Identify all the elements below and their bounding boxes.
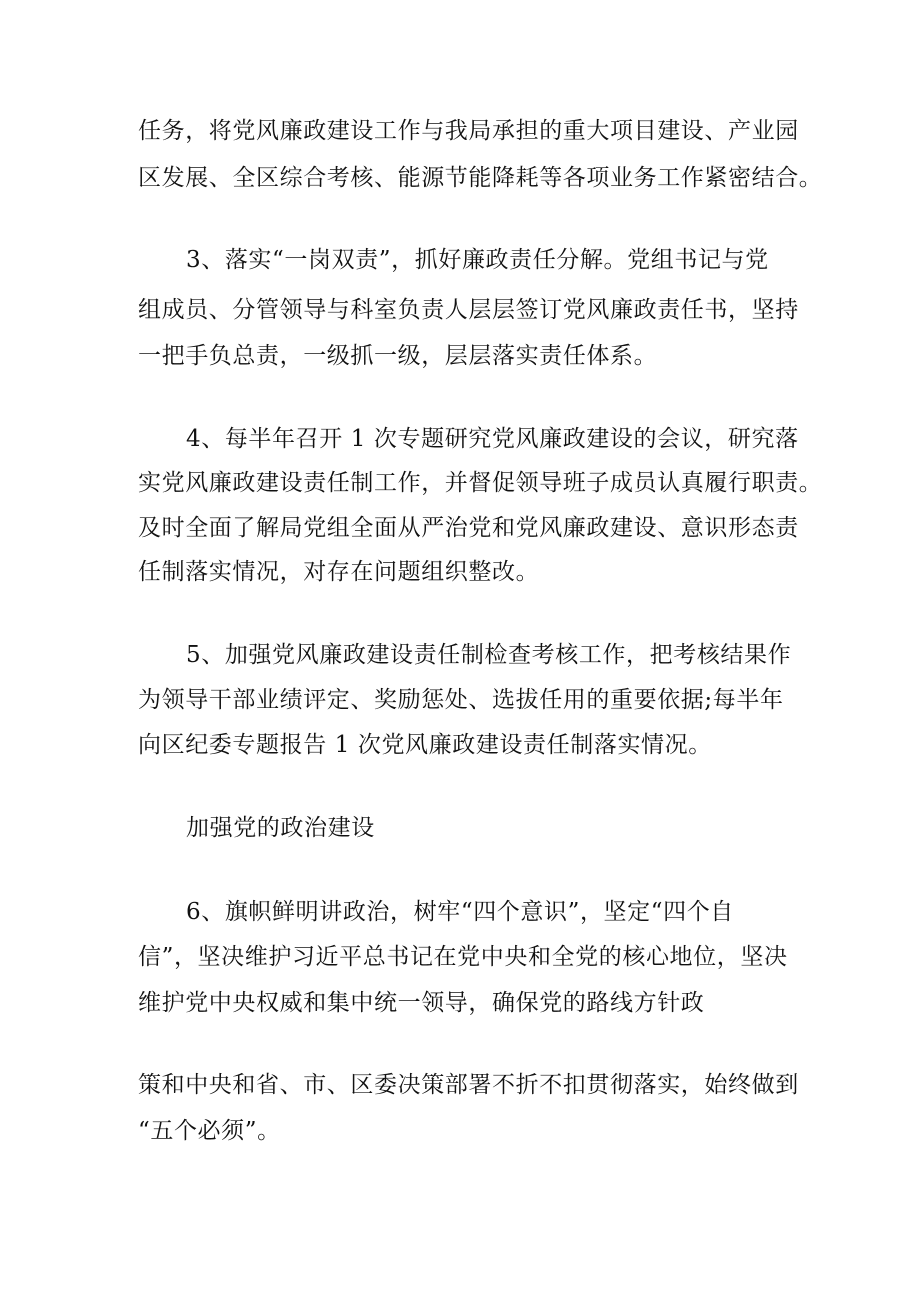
paragraph-6-line-2: 信”，坚决维护习近平总书记在党中央和全党的核心地位，坚决 [138, 944, 788, 970]
section-heading: 加强党的政治建设 [186, 815, 375, 841]
paragraph-7-line-2: “五个必须”。 [138, 1118, 281, 1144]
paragraph-5-line-2: 为领导干部业绩评定、奖励惩处、选拔任用的重要依据;每半年 [138, 687, 784, 713]
paragraph-3-line-3: 一把手负总责，一级抓一级，层层落实责任体系。 [138, 343, 658, 369]
paragraph-3-line-1: 3、落实“一岗双责”，抓好廉政责任分解。党组书记与党 [186, 247, 769, 273]
paragraph-6-line-1: 6、旗帜鲜明讲政治，树牢“四个意识”，坚定“四个自 [186, 899, 734, 925]
paragraph-1-line-1: 任务，将党风廉政建设工作与我局承担的重大项目建设、产业园 [138, 118, 799, 144]
paragraph-4-line-1: 4、每半年召开 1 次专题研究党风廉政建设的会议，研究落 [186, 426, 799, 452]
paragraph-6-line-3: 维护党中央权威和集中统一领导，确保党的路线方针政 [138, 990, 705, 1016]
paragraph-5-line-3: 向区纪委专题报告 1 次党风廉政建设责任制落实情况。 [138, 732, 712, 758]
paragraph-5-line-1: 5、加强党风廉政建设责任制检查考核工作，把考核结果作 [186, 642, 792, 668]
paragraph-7-line-1: 策和中央和省、市、区委决策部署不折不扣贯彻落实，始终做到 [138, 1072, 799, 1098]
paragraph-1-line-2: 区发展、全区综合考核、能源节能降耗等各项业务工作紧密结合。 [138, 165, 823, 191]
paragraph-4-line-4: 任制落实情况，对存在问题组织整改。 [138, 559, 540, 585]
paragraph-4-line-2: 实党风廉政建设责任制工作，并督促领导班子成员认真履行职责。 [138, 470, 823, 496]
paragraph-3-line-2: 组成员、分管领导与科室负责人层层签订党风廉政责任书，坚持 [138, 297, 799, 323]
paragraph-4-line-3: 及时全面了解局党组全面从严治党和党风廉政建设、意识形态责 [138, 515, 799, 541]
